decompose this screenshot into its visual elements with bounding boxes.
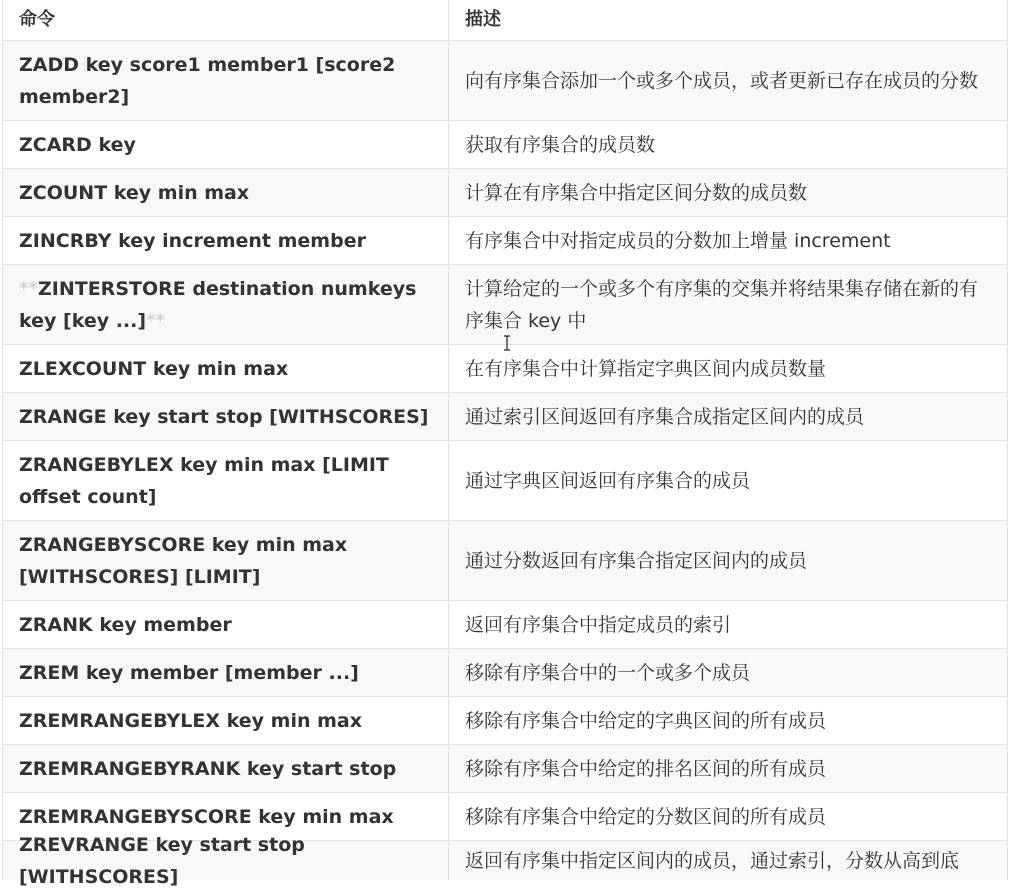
description-text: 返回有序集合中指定成员的索引: [465, 613, 732, 636]
table-row: [3, 745, 1007, 793]
command-cell: [3, 169, 449, 216]
table-row: [3, 521, 1007, 601]
description-text: 通过字典区间返回有序集合的成员: [465, 469, 751, 492]
markdown-bold-open: **: [19, 277, 38, 300]
table-row: [3, 601, 1007, 649]
table-row: [3, 217, 1007, 265]
table-row: [3, 41, 1007, 121]
description-cell: [449, 169, 1007, 216]
description-text: 通过索引区间返回有序集合成指定区间内的成员: [465, 405, 865, 428]
command-cell: [3, 217, 449, 264]
table-row: [3, 169, 1007, 217]
command-text: ZREVRANGE key start stop [WITHSCORES]: [19, 833, 305, 888]
markdown-bold-close: **: [146, 309, 166, 332]
header-description: 描述: [465, 9, 501, 30]
commands-table: [2, 0, 1008, 888]
description-cell: [449, 265, 1007, 344]
command-bold-text: ZINTERSTORE destination numkeys key [key ...]: [19, 277, 417, 332]
table-header-row: [3, 0, 1007, 41]
command-cell: [3, 521, 449, 600]
table-row: [3, 121, 1007, 169]
table-row: [3, 649, 1007, 697]
table-row: [3, 393, 1007, 441]
command-text: ZRANGEBYLEX key min max [LIMIT offset count]: [19, 453, 389, 508]
command-cell: [3, 697, 449, 744]
description-text: 计算在有序集合中指定区间分数的成员数: [465, 181, 808, 204]
description-cell: [449, 521, 1007, 600]
command-text: [19, 273, 432, 337]
table-row: [3, 697, 1007, 745]
command-cell: [3, 121, 449, 168]
description-text: 计算给定的一个或多个有序集的交集并将结果集存储在新的有序集合 key 中: [465, 277, 979, 332]
table-row: [3, 265, 1007, 345]
command-text: ZRANGEBYSCORE key min max [WITHSCORES] [LIMIT]: [19, 533, 348, 588]
description-text: 移除有序集合中给定的排名区间的所有成员: [465, 757, 827, 780]
command-text: ZLEXCOUNT key min max: [19, 357, 289, 380]
description-cell: [449, 41, 1007, 120]
description-text: 返回有序集中指定区间内的成员，通过索引，分数从高到底: [465, 849, 960, 872]
description-text: 向有序集合添加一个或多个成员，或者更新已存在成员的分数: [465, 69, 979, 92]
table-row: [3, 833, 1007, 888]
description-cell: [449, 601, 1007, 648]
description-cell: [449, 793, 1007, 840]
command-text: ZCOUNT key min max: [19, 181, 250, 204]
description-cell: [449, 121, 1007, 168]
description-text: 移除有序集合中的一个或多个成员: [465, 661, 751, 684]
i-beam-cursor-icon: [503, 335, 511, 351]
command-cell: [3, 345, 449, 392]
command-cell: [3, 441, 449, 520]
command-text: ZRANGE key start stop [WITHSCORES]: [19, 405, 429, 428]
description-cell: [449, 345, 1007, 392]
description-text: 通过分数返回有序集合指定区间内的成员: [465, 549, 808, 572]
description-cell: [449, 393, 1007, 440]
description-text: 有序集合中对指定成员的分数加上增量 increment: [465, 229, 891, 252]
command-cell: [3, 265, 449, 344]
description-cell: [449, 649, 1007, 696]
command-text: ZREMRANGEBYLEX key min max: [19, 709, 362, 732]
command-text: ZREMRANGEBYRANK key start stop: [19, 757, 397, 780]
description-cell: [449, 441, 1007, 520]
command-cell: [3, 745, 449, 792]
command-cell: [3, 41, 449, 120]
command-cell: [3, 649, 449, 696]
description-cell: [449, 217, 1007, 264]
command-text: ZINCRBY key increment member: [19, 229, 366, 252]
table-row: [3, 345, 1007, 393]
table-row: [3, 441, 1007, 521]
description-text: 移除有序集合中给定的字典区间的所有成员: [465, 709, 827, 732]
header-command: 命令: [3, 0, 449, 40]
command-text: ZREMRANGEBYSCORE key min max: [19, 805, 394, 828]
command-text: ZREM key member [member ...]: [19, 661, 359, 684]
description-text: 获取有序集合的成员数: [465, 133, 656, 156]
command-text: ZRANK key member: [19, 613, 232, 636]
command-cell: [3, 393, 449, 440]
description-text: 移除有序集合中给定的分数区间的所有成员: [465, 805, 827, 828]
command-text: ZCARD key: [19, 133, 136, 156]
description-cell: [449, 697, 1007, 744]
command-text: ZADD key score1 member1 [score2 member2]: [19, 53, 396, 108]
description-text: 在有序集合中计算指定字典区间内成员数量: [465, 357, 827, 380]
description-cell: [449, 841, 1007, 880]
command-cell: [3, 833, 449, 888]
description-cell: [449, 745, 1007, 792]
command-cell: [3, 601, 449, 648]
